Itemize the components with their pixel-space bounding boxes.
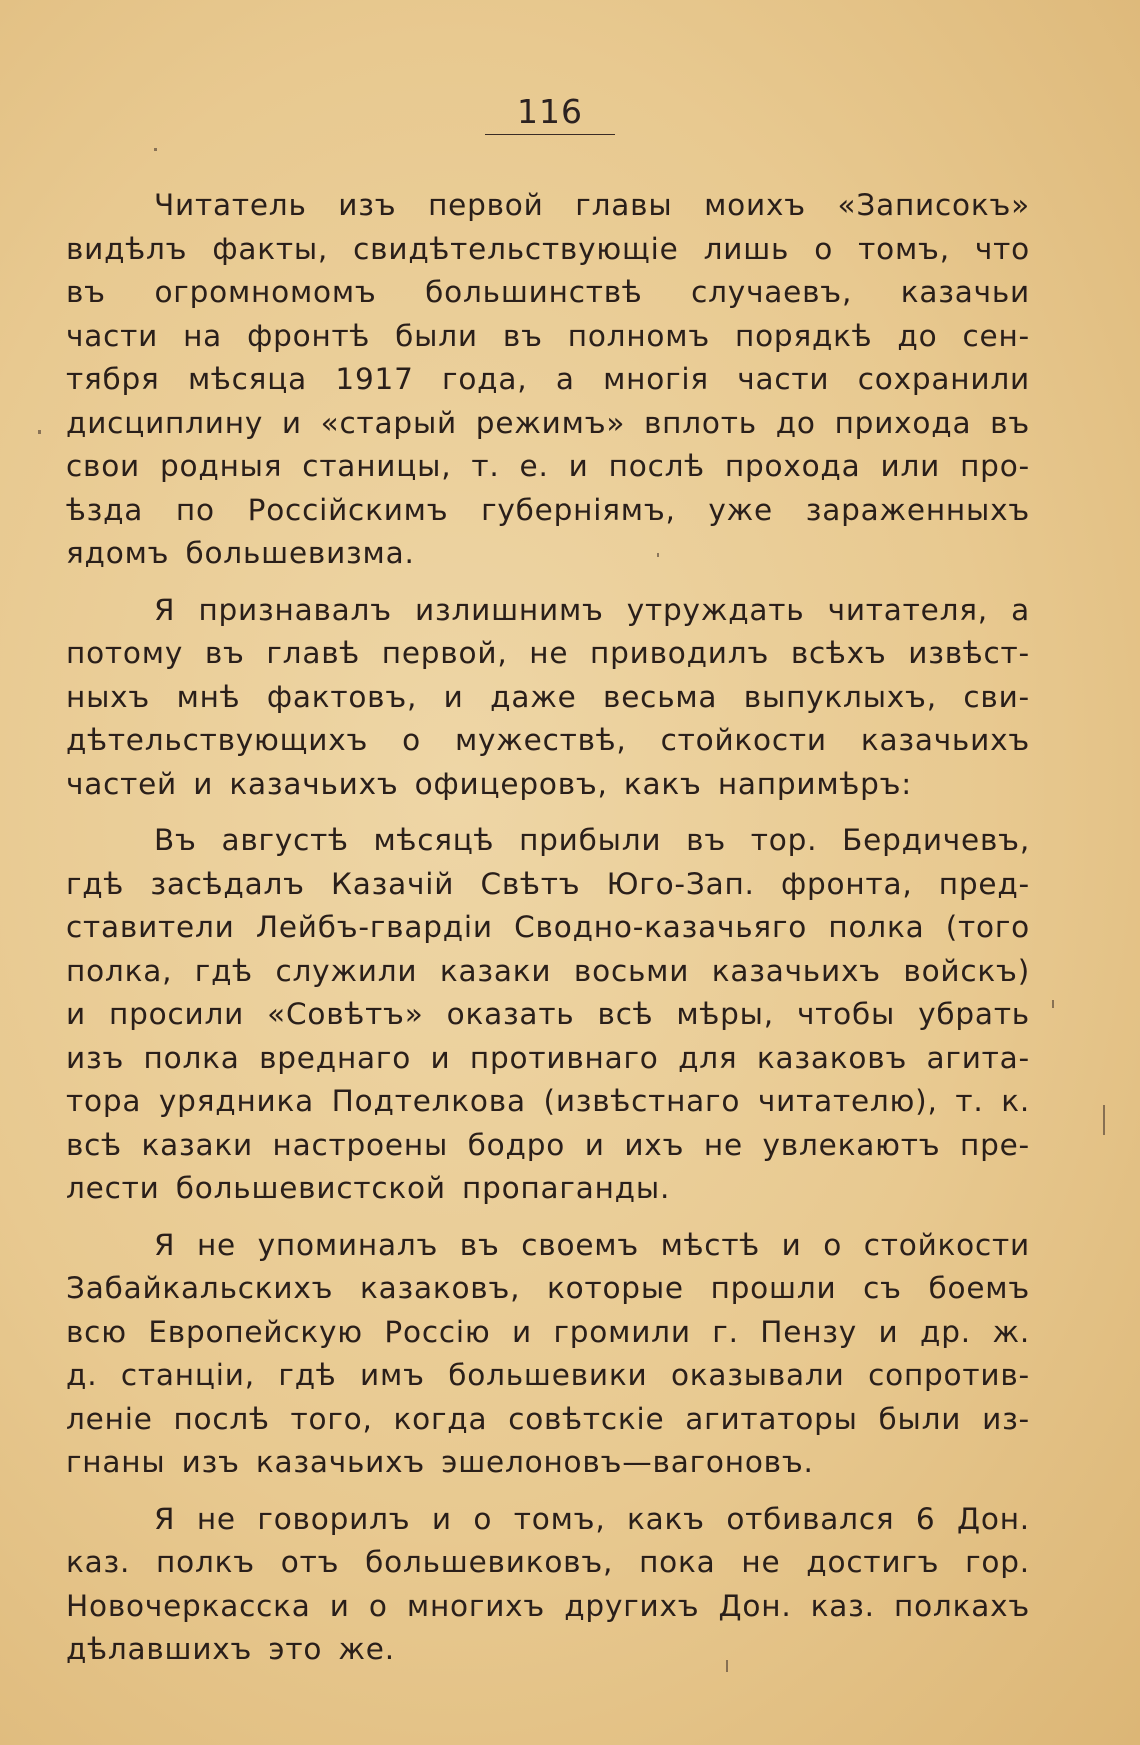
text-line: потому въ главѣ первой, не приводилъ всѣхъ извѣст- xyxy=(66,636,1030,670)
text-line: Я не упоминалъ въ своемъ мѣстѣ и о стойкости xyxy=(154,1227,1030,1262)
print-speck xyxy=(154,148,157,151)
text-line: ядомъ большевизма. xyxy=(66,536,415,570)
text-line: ныхъ мнѣ фактовъ, и даже весьма выпуклыхъ, сви- xyxy=(66,679,1030,714)
text-line: леніе послѣ того, когда совѣтскіе агитаторы были из- xyxy=(66,1401,1030,1436)
text-line: Я не говорилъ и о томъ, какъ отбивался 6 Дон. xyxy=(154,1501,1030,1536)
text-line: Новочеркасска и о многихъ другихъ Дон. каз. полкахъ xyxy=(66,1588,1030,1623)
text-line: тября мѣсяца 1917 года, а многія части сохранили xyxy=(66,362,1030,396)
body-text xyxy=(66,184,1030,1685)
print-speck xyxy=(1052,1000,1054,1008)
text-line: всѣ казаки настроены бодро и ихъ не увлекаютъ пре- xyxy=(66,1127,1030,1162)
page-number: 116 xyxy=(517,92,583,131)
text-line: тора урядника Подтелкова (извѣстнаго читателю), т. к. xyxy=(66,1084,1030,1118)
text-line: частей и казачьихъ офицеровъ, какъ напримѣръ: xyxy=(66,766,912,801)
text-line: и просили «Совѣтъ» оказать всѣ мѣры, чтобы убрать xyxy=(66,997,1030,1031)
text-line: Я признавалъ излишнимъ утруждать читателя, а xyxy=(154,592,1030,627)
text-line: лести большевистской пропаганды. xyxy=(66,1171,671,1205)
text-line: части на фронтѣ были въ полномъ порядкѣ до сен- xyxy=(66,318,1030,353)
text-line: видѣлъ факты, свидѣтельствующіе лишь о томъ, что xyxy=(66,231,1030,266)
text-line: дѣлавшихъ это же. xyxy=(66,1632,395,1666)
text-line: гдѣ засѣдалъ Казачій Свѣтъ Юго-Зап. фронта, пред- xyxy=(66,866,1030,901)
text-line: свои родныя станицы, т. е. и послѣ прохода или про- xyxy=(66,449,1030,483)
print-speck xyxy=(657,553,659,557)
paragraph xyxy=(66,1498,1030,1672)
print-speck xyxy=(726,1660,728,1672)
paragraph xyxy=(66,819,1030,1211)
paragraph xyxy=(66,184,1030,576)
print-speck xyxy=(1103,1105,1105,1135)
page-header xyxy=(480,92,620,135)
text-line: всю Европейскую Россію и громили г. Пензу и др. ж. xyxy=(66,1314,1030,1349)
header-rule xyxy=(485,134,615,135)
text-line: изъ полка вреднаго и противнаго для казаковъ агита- xyxy=(66,1040,1030,1075)
text-line: ставители Лейбъ-гвардіи Сводно-казачьяго полка (того xyxy=(66,910,1030,944)
paragraph xyxy=(66,1224,1030,1485)
text-line: полка, гдѣ служили казаки восьми казачьихъ войскъ) xyxy=(66,953,1030,988)
text-line: Въ августѣ мѣсяцѣ прибыли въ тор. Бердичевъ, xyxy=(154,823,1030,857)
text-line: Читатель изъ первой главы моихъ «Записокъ» xyxy=(154,188,1030,222)
text-line: гнаны изъ казачьихъ эшелоновъ—вагоновъ. xyxy=(66,1445,814,1479)
print-speck xyxy=(38,430,41,434)
text-line: дѣтельствующихъ о мужествѣ, стойкости казачьихъ xyxy=(66,723,1030,757)
text-line: каз. полкъ отъ большевиковъ, пока не достигъ гор. xyxy=(66,1545,1030,1579)
text-line: д. станціи, гдѣ имъ большевики оказывали сопротив- xyxy=(66,1358,1030,1392)
paragraph xyxy=(66,589,1030,807)
text-line: дисциплину и «старый режимъ» вплоть до прихода въ xyxy=(66,405,1030,440)
text-line: въ огромномомъ большинствѣ случаевъ, казачьи xyxy=(66,275,1030,309)
text-line: Забайкальскихъ казаковъ, которые прошли съ боемъ xyxy=(66,1271,1030,1305)
text-line: ѣзда по Россійскимъ губерніямъ, уже зараженныхъ xyxy=(66,492,1030,527)
